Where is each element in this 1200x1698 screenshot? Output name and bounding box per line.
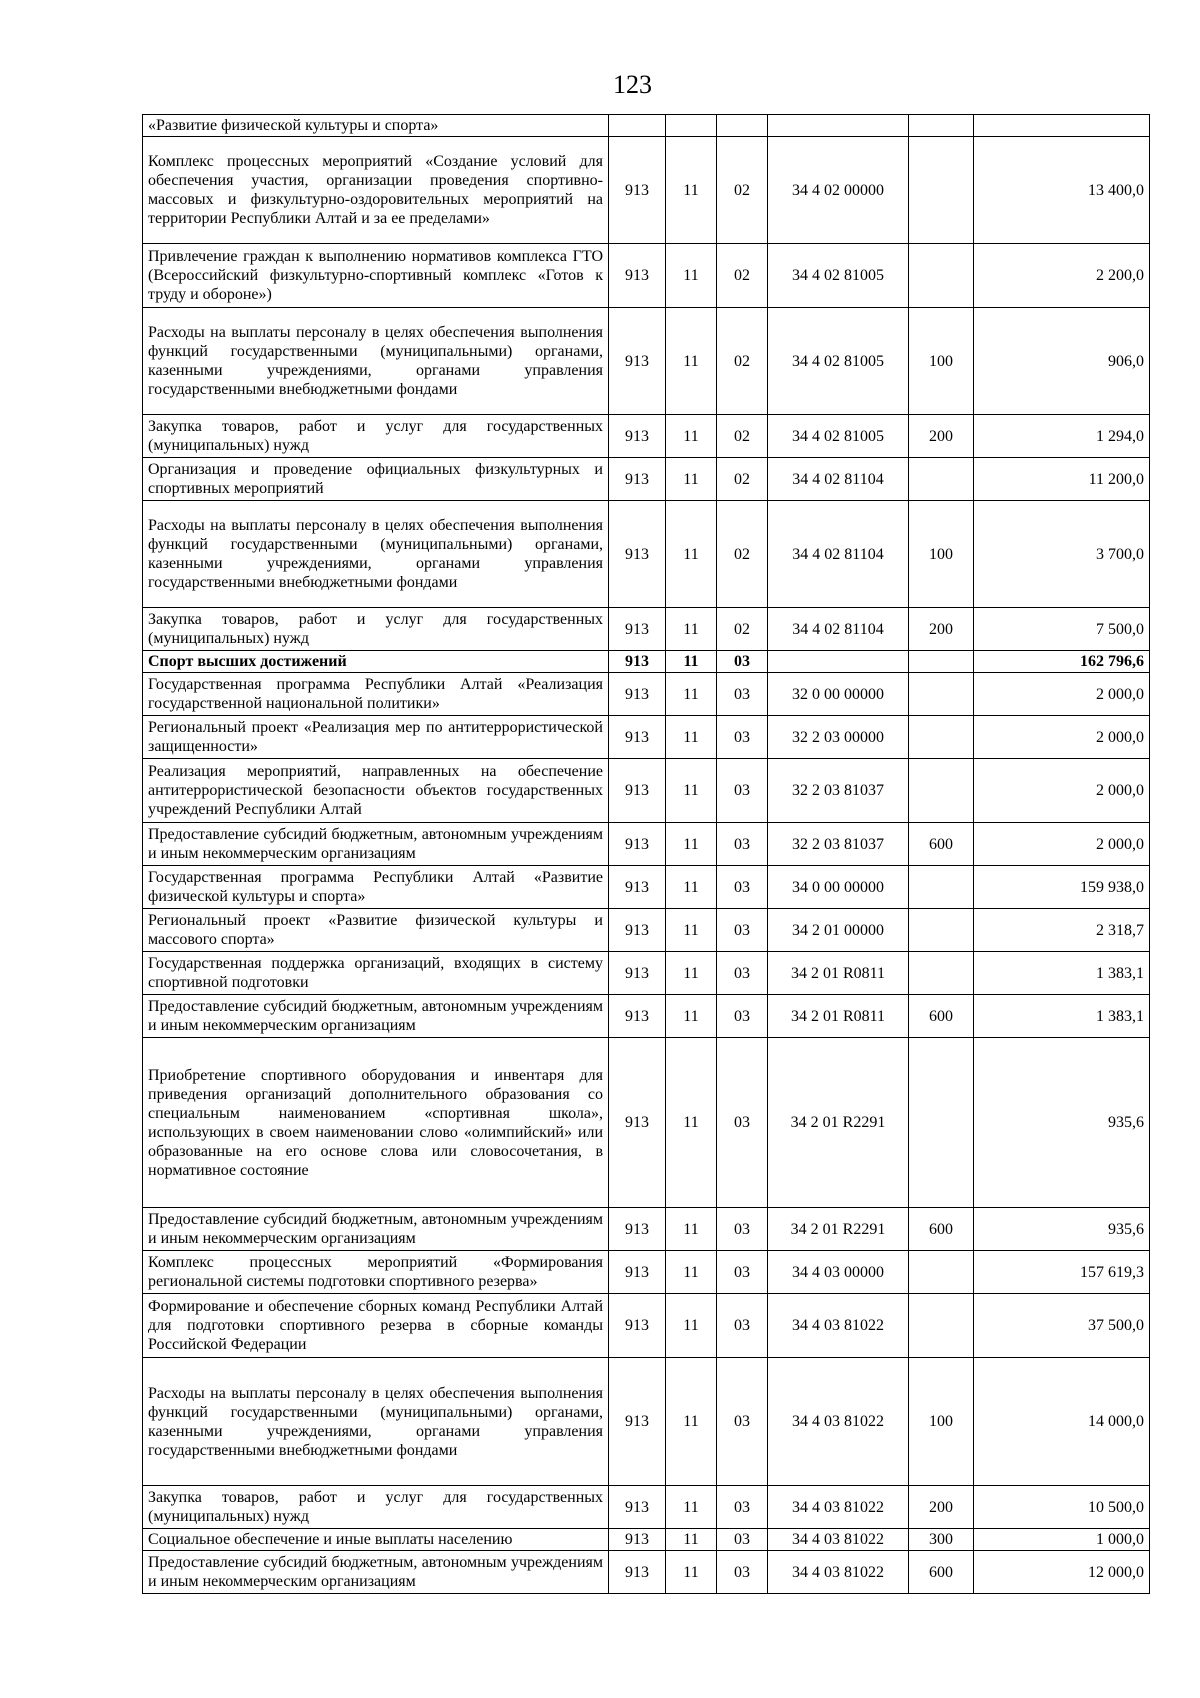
cell-name: Социальное обеспечение и иные выплаты населению — [143, 1529, 609, 1551]
cell-admin-code: 913 — [609, 308, 666, 415]
cell-target-article: 34 4 03 81022 — [768, 1551, 909, 1594]
cell-section: 11 — [666, 608, 717, 651]
cell-admin-code: 913 — [609, 1358, 666, 1486]
cell-expense-type — [909, 458, 974, 501]
cell-expense-type — [909, 244, 974, 308]
cell-target-article: 34 2 01 R2291 — [768, 1208, 909, 1251]
cell-subsection: 03 — [717, 866, 768, 909]
cell-subsection: 03 — [717, 1208, 768, 1251]
cell-target-article: 34 4 02 81005 — [768, 415, 909, 458]
cell-subsection: 03 — [717, 1551, 768, 1594]
cell-expense-type — [909, 716, 974, 759]
cell-expense-type — [909, 651, 974, 673]
cell-admin-code: 913 — [609, 1038, 666, 1208]
cell-expense-type — [909, 1251, 974, 1294]
cell-section: 11 — [666, 458, 717, 501]
cell-subsection — [717, 115, 768, 137]
cell-admin-code: 913 — [609, 458, 666, 501]
cell-target-article — [768, 115, 909, 137]
cell-subsection: 03 — [717, 1038, 768, 1208]
cell-name: Расходы на выплаты персоналу в целях обеспечения выполнения функций государственными (муниципальными) органами, казенными учреждениями, органами управления государственными внебюджетными фондами — [143, 501, 609, 608]
cell-subsection: 02 — [717, 137, 768, 244]
cell-name: Региональный проект «Развитие физической культуры и массового спорта» — [143, 909, 609, 952]
cell-admin-code: 913 — [609, 415, 666, 458]
cell-name: Региональный проект «Реализация мер по антитеррористической защищенности» — [143, 716, 609, 759]
cell-admin-code: 913 — [609, 952, 666, 995]
table-row — [143, 1038, 1150, 1208]
cell-expense-type: 200 — [909, 415, 974, 458]
cell-amount: 7 500,0 — [974, 608, 1150, 651]
table-row — [143, 1551, 1150, 1594]
cell-amount: 13 400,0 — [974, 137, 1150, 244]
cell-admin-code: 913 — [609, 909, 666, 952]
cell-section: 11 — [666, 1358, 717, 1486]
table-row — [143, 308, 1150, 415]
cell-subsection: 03 — [717, 952, 768, 995]
cell-subsection: 02 — [717, 415, 768, 458]
cell-name: Предоставление субсидий бюджетным, автономным учреждениям и иным некоммерческим организациям — [143, 1551, 609, 1594]
cell-section: 11 — [666, 1208, 717, 1251]
cell-amount: 1 000,0 — [974, 1529, 1150, 1551]
cell-subsection: 03 — [717, 651, 768, 673]
cell-section: 11 — [666, 501, 717, 608]
cell-amount: 12 000,0 — [974, 1551, 1150, 1594]
table-row — [143, 415, 1150, 458]
cell-subsection: 02 — [717, 608, 768, 651]
table-row — [143, 866, 1150, 909]
cell-target-article: 34 4 02 81104 — [768, 501, 909, 608]
table-row — [143, 759, 1150, 823]
cell-subsection: 02 — [717, 458, 768, 501]
cell-subsection: 03 — [717, 1294, 768, 1358]
table-row — [143, 909, 1150, 952]
cell-expense-type: 100 — [909, 308, 974, 415]
cell-name: Предоставление субсидий бюджетным, автономным учреждениям и иным некоммерческим организациям — [143, 823, 609, 866]
cell-section: 11 — [666, 759, 717, 823]
cell-subsection: 03 — [717, 673, 768, 716]
table-row — [143, 673, 1150, 716]
cell-subsection: 02 — [717, 244, 768, 308]
cell-section: 11 — [666, 866, 717, 909]
cell-amount: 37 500,0 — [974, 1294, 1150, 1358]
cell-admin-code: 913 — [609, 1486, 666, 1529]
cell-name: «Развитие физической культуры и спорта» — [143, 115, 609, 137]
cell-target-article — [768, 651, 909, 673]
cell-section: 11 — [666, 308, 717, 415]
cell-target-article: 34 4 03 81022 — [768, 1358, 909, 1486]
cell-amount: 2 318,7 — [974, 909, 1150, 952]
cell-target-article: 34 4 03 81022 — [768, 1529, 909, 1551]
cell-amount: 3 700,0 — [974, 501, 1150, 608]
cell-amount: 10 500,0 — [974, 1486, 1150, 1529]
cell-section: 11 — [666, 952, 717, 995]
cell-admin-code: 913 — [609, 673, 666, 716]
cell-name: Комплекс процессных мероприятий «Формирования региональной системы подготовки спортивного резерва» — [143, 1251, 609, 1294]
cell-subsection: 03 — [717, 909, 768, 952]
cell-amount: 1 383,1 — [974, 952, 1150, 995]
budget-table — [142, 114, 1150, 1594]
cell-amount: 2 200,0 — [974, 244, 1150, 308]
table-row — [143, 137, 1150, 244]
cell-section: 11 — [666, 1486, 717, 1529]
table-row — [143, 1529, 1150, 1551]
cell-expense-type — [909, 1294, 974, 1358]
cell-name: Привлечение граждан к выполнению нормативов комплекса ГТО (Всероссийский физкультурно-спортивный комплекс «Готов к труду и обороне») — [143, 244, 609, 308]
table-row — [143, 244, 1150, 308]
cell-subsection: 03 — [717, 1486, 768, 1529]
cell-name: Предоставление субсидий бюджетным, автономным учреждениям и иным некоммерческим организациям — [143, 1208, 609, 1251]
cell-admin-code: 913 — [609, 1551, 666, 1594]
cell-target-article: 34 2 01 R0811 — [768, 995, 909, 1038]
cell-target-article: 32 0 00 00000 — [768, 673, 909, 716]
cell-name: Реализация мероприятий, направленных на обеспечение антитеррористической безопасности объектов государственных учреждений Республики Алтай — [143, 759, 609, 823]
cell-amount: 162 796,6 — [974, 651, 1150, 673]
cell-amount: 2 000,0 — [974, 823, 1150, 866]
table-row — [143, 115, 1150, 137]
cell-admin-code: 913 — [609, 1208, 666, 1251]
cell-target-article: 32 2 03 81037 — [768, 823, 909, 866]
cell-name: Формирование и обеспечение сборных команд Республики Алтай для подготовки спортивного резерва в сборные команды Российской Федерации — [143, 1294, 609, 1358]
cell-expense-type — [909, 1038, 974, 1208]
cell-expense-type: 100 — [909, 501, 974, 608]
cell-name: Государственная программа Республики Алтай «Реализация государственной национальной политики» — [143, 673, 609, 716]
cell-admin-code: 913 — [609, 866, 666, 909]
cell-admin-code — [609, 115, 666, 137]
table-row — [143, 1208, 1150, 1251]
cell-name: Государственная поддержка организаций, входящих в систему спортивной подготовки — [143, 952, 609, 995]
budget-table-body — [143, 115, 1150, 1594]
cell-admin-code: 913 — [609, 651, 666, 673]
cell-admin-code: 913 — [609, 1529, 666, 1551]
cell-subsection: 03 — [717, 1358, 768, 1486]
cell-subsection: 02 — [717, 308, 768, 415]
cell-section: 11 — [666, 1251, 717, 1294]
cell-amount: 935,6 — [974, 1208, 1150, 1251]
cell-name: Спорт высших достижений — [143, 651, 609, 673]
cell-expense-type: 200 — [909, 608, 974, 651]
cell-section: 11 — [666, 995, 717, 1038]
cell-subsection: 03 — [717, 1529, 768, 1551]
table-row — [143, 651, 1150, 673]
cell-target-article: 34 4 03 81022 — [768, 1294, 909, 1358]
cell-subsection: 03 — [717, 759, 768, 823]
cell-expense-type — [909, 866, 974, 909]
cell-expense-type — [909, 952, 974, 995]
cell-admin-code: 913 — [609, 501, 666, 608]
cell-section: 11 — [666, 909, 717, 952]
table-row — [143, 1486, 1150, 1529]
cell-section: 11 — [666, 823, 717, 866]
cell-name: Комплекс процессных мероприятий «Создание условий для обеспечения участия, организации проведения спортивно-массовых и физкультурно-оздоровительных мероприятий на территории Республики Алтай и за ее пределами» — [143, 137, 609, 244]
cell-admin-code: 913 — [609, 759, 666, 823]
cell-name: Закупка товаров, работ и услуг для государственных (муниципальных) нужд — [143, 415, 609, 458]
cell-expense-type: 600 — [909, 823, 974, 866]
cell-section: 11 — [666, 1551, 717, 1594]
cell-amount: 14 000,0 — [974, 1358, 1150, 1486]
table-row — [143, 458, 1150, 501]
cell-admin-code: 913 — [609, 137, 666, 244]
cell-expense-type: 600 — [909, 995, 974, 1038]
cell-section: 11 — [666, 673, 717, 716]
cell-target-article: 34 4 03 81022 — [768, 1486, 909, 1529]
cell-amount — [974, 115, 1150, 137]
cell-name: Закупка товаров, работ и услуг для государственных (муниципальных) нужд — [143, 608, 609, 651]
cell-admin-code: 913 — [609, 244, 666, 308]
cell-section: 11 — [666, 244, 717, 308]
cell-target-article: 34 2 01 00000 — [768, 909, 909, 952]
cell-amount: 2 000,0 — [974, 759, 1150, 823]
cell-target-article: 34 2 01 R2291 — [768, 1038, 909, 1208]
cell-name: Расходы на выплаты персоналу в целях обеспечения выполнения функций государственными (муниципальными) органами, казенными учреждениями, органами управления государственными внебюджетными фондами — [143, 308, 609, 415]
table-row — [143, 608, 1150, 651]
table-row — [143, 1294, 1150, 1358]
cell-expense-type: 300 — [909, 1529, 974, 1551]
cell-amount: 2 000,0 — [974, 716, 1150, 759]
table-row — [143, 823, 1150, 866]
cell-subsection: 03 — [717, 1251, 768, 1294]
cell-amount: 159 938,0 — [974, 866, 1150, 909]
cell-subsection: 03 — [717, 995, 768, 1038]
cell-admin-code: 913 — [609, 995, 666, 1038]
cell-name: Закупка товаров, работ и услуг для государственных (муниципальных) нужд — [143, 1486, 609, 1529]
cell-name: Государственная программа Республики Алтай «Развитие физической культуры и спорта» — [143, 866, 609, 909]
cell-target-article: 34 4 02 81005 — [768, 308, 909, 415]
cell-subsection: 03 — [717, 823, 768, 866]
cell-target-article: 34 4 02 81104 — [768, 608, 909, 651]
cell-amount: 1 383,1 — [974, 995, 1150, 1038]
cell-expense-type — [909, 759, 974, 823]
cell-section: 11 — [666, 1294, 717, 1358]
cell-section: 11 — [666, 137, 717, 244]
cell-expense-type: 100 — [909, 1358, 974, 1486]
cell-target-article: 34 4 02 00000 — [768, 137, 909, 244]
cell-section: 11 — [666, 651, 717, 673]
cell-amount: 11 200,0 — [974, 458, 1150, 501]
table-row — [143, 995, 1150, 1038]
cell-section: 11 — [666, 1038, 717, 1208]
cell-amount: 2 000,0 — [974, 673, 1150, 716]
cell-target-article: 34 0 00 00000 — [768, 866, 909, 909]
cell-amount: 935,6 — [974, 1038, 1150, 1208]
cell-section — [666, 115, 717, 137]
page-number: 123 — [613, 70, 652, 99]
cell-expense-type — [909, 115, 974, 137]
cell-target-article: 34 4 02 81104 — [768, 458, 909, 501]
cell-name: Организация и проведение официальных физкультурных и спортивных мероприятий — [143, 458, 609, 501]
table-row — [143, 1251, 1150, 1294]
cell-admin-code: 913 — [609, 823, 666, 866]
table-row — [143, 716, 1150, 759]
cell-target-article: 32 2 03 81037 — [768, 759, 909, 823]
cell-subsection: 03 — [717, 716, 768, 759]
cell-admin-code: 913 — [609, 1251, 666, 1294]
cell-admin-code: 913 — [609, 1294, 666, 1358]
cell-target-article: 34 2 01 R0811 — [768, 952, 909, 995]
cell-name: Расходы на выплаты персоналу в целях обеспечения выполнения функций государственными (муниципальными) органами, казенными учреждениями, органами управления государственными внебюджетными фондами — [143, 1358, 609, 1486]
cell-target-article: 34 4 02 81005 — [768, 244, 909, 308]
cell-expense-type — [909, 673, 974, 716]
cell-name: Предоставление субсидий бюджетным, автономным учреждениям и иным некоммерческим организациям — [143, 995, 609, 1038]
cell-section: 11 — [666, 1529, 717, 1551]
cell-section: 11 — [666, 716, 717, 759]
table-row — [143, 952, 1150, 995]
cell-admin-code: 913 — [609, 716, 666, 759]
cell-amount: 1 294,0 — [974, 415, 1150, 458]
cell-name: Приобретение спортивного оборудования и инвентаря для приведения организаций дополнительного образования со специальным наименованием «спортивная школа», использующих в своем наименовании слово «олимпийский» или образованные на его основе слова или словосочетания, в нормативное состояние — [143, 1038, 609, 1208]
cell-amount: 906,0 — [974, 308, 1150, 415]
cell-expense-type: 200 — [909, 1486, 974, 1529]
table-row — [143, 1358, 1150, 1486]
cell-target-article: 34 4 03 00000 — [768, 1251, 909, 1294]
cell-subsection: 02 — [717, 501, 768, 608]
cell-expense-type: 600 — [909, 1208, 974, 1251]
cell-expense-type — [909, 909, 974, 952]
cell-expense-type: 600 — [909, 1551, 974, 1594]
cell-section: 11 — [666, 415, 717, 458]
table-row — [143, 501, 1150, 608]
cell-expense-type — [909, 137, 974, 244]
cell-admin-code: 913 — [609, 608, 666, 651]
cell-target-article: 32 2 03 00000 — [768, 716, 909, 759]
cell-amount: 157 619,3 — [974, 1251, 1150, 1294]
